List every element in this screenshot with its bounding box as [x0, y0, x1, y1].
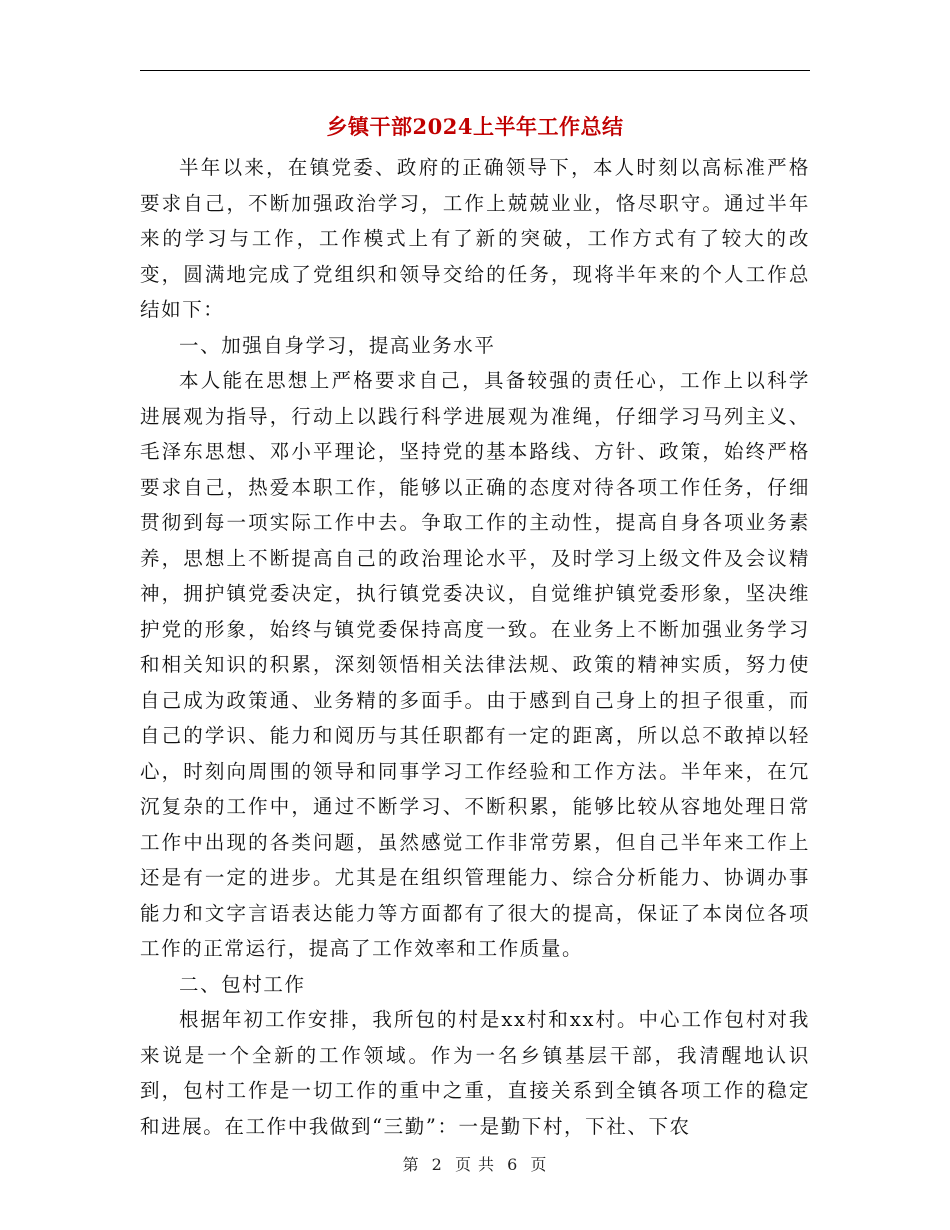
- paragraph-study: 本人能在思想上严格要求自己，具备较强的责任心，工作上以科学进展观为指导，行动上以践行科学进展观为准绳，仔细学习马列主义、毛泽东思想、邓小平理论，坚持党的基本路线、方针、政策，始终严格要求自己，热爱本职工作，能够以正确的态度对待各项工作任务，仔细贯彻到每一项实际工作中去。争取工作的主动性，提高自身各项业务素养，思想上不断提高自己的政治理论水平，及时学习上级文件及会议精神，拥护镇党委决定，执行镇党委决议，自觉维护镇党委形象，坚决维护党的形象，始终与镇党委保持高度一致。在业务上不断加强业务学习和相关知识的积累，深刻领悟相关法律法规、政策的精神实质，努力使自己成为政策通、业务精的多面手。由于感到自己身上的担子很重，而自己的学识、能力和阅历与其任职都有一定的距离，所以总不敢掉以轻心，时刻向周围的领导和同事学习工作经验和工作方法。半年来，在冗沉复杂的工作中，通过不断学习、不断积累，能够比较从容地处理日常工作中出现的各类问题，虽然感觉工作非常劳累，但自己半年来工作上还是有一定的进步。尤其是在组织管理能力、综合分析能力、协调办事能力和文字言语表达能力等方面都有了很大的提高，保证了本岗位各项工作的正常运行，提高了工作效率和工作质量。: [140, 369, 810, 960]
- document-body: [140, 150, 810, 1144]
- section-heading-2: 二、包村工作: [179, 972, 306, 996]
- header-rule: [140, 70, 810, 71]
- footer-total-pages: 6: [507, 1155, 519, 1174]
- footer-prefix: 第: [402, 1155, 420, 1174]
- section-heading-1: 一、加强自身学习，提高业务水平: [179, 333, 496, 357]
- paragraph-village-work: 根据年初工作安排，我所包的村是xx村和xx村。中心工作包村对我来说是一个全新的工作领域。作为一名乡镇基层干部，我清醒地认识到，包村工作是一切工作的重中之重，直接关系到全镇各项工作的稳定和进展。在工作中我做到“三勤”：一是勤下村，下社、下农: [140, 1008, 810, 1138]
- document-title: 乡镇干部2024上半年工作总结: [326, 114, 624, 139]
- page-footer: [0, 1152, 950, 1175]
- footer-suffix: 页: [530, 1155, 548, 1174]
- paragraph-intro: 半年以来，在镇党委、政府的正确领导下，本人时刻以高标准严格要求自己，不断加强政治学习，工作上兢兢业业，恪尽职守。通过半年来的学习与工作，工作模式上有了新的突破，工作方式有了较大的改变，圆满地完成了党组织和领导交给的任务，现将半年来的个人工作总结如下：: [140, 156, 810, 321]
- footer-middle: 页 共: [454, 1155, 496, 1174]
- footer-current-page: 2: [431, 1155, 443, 1174]
